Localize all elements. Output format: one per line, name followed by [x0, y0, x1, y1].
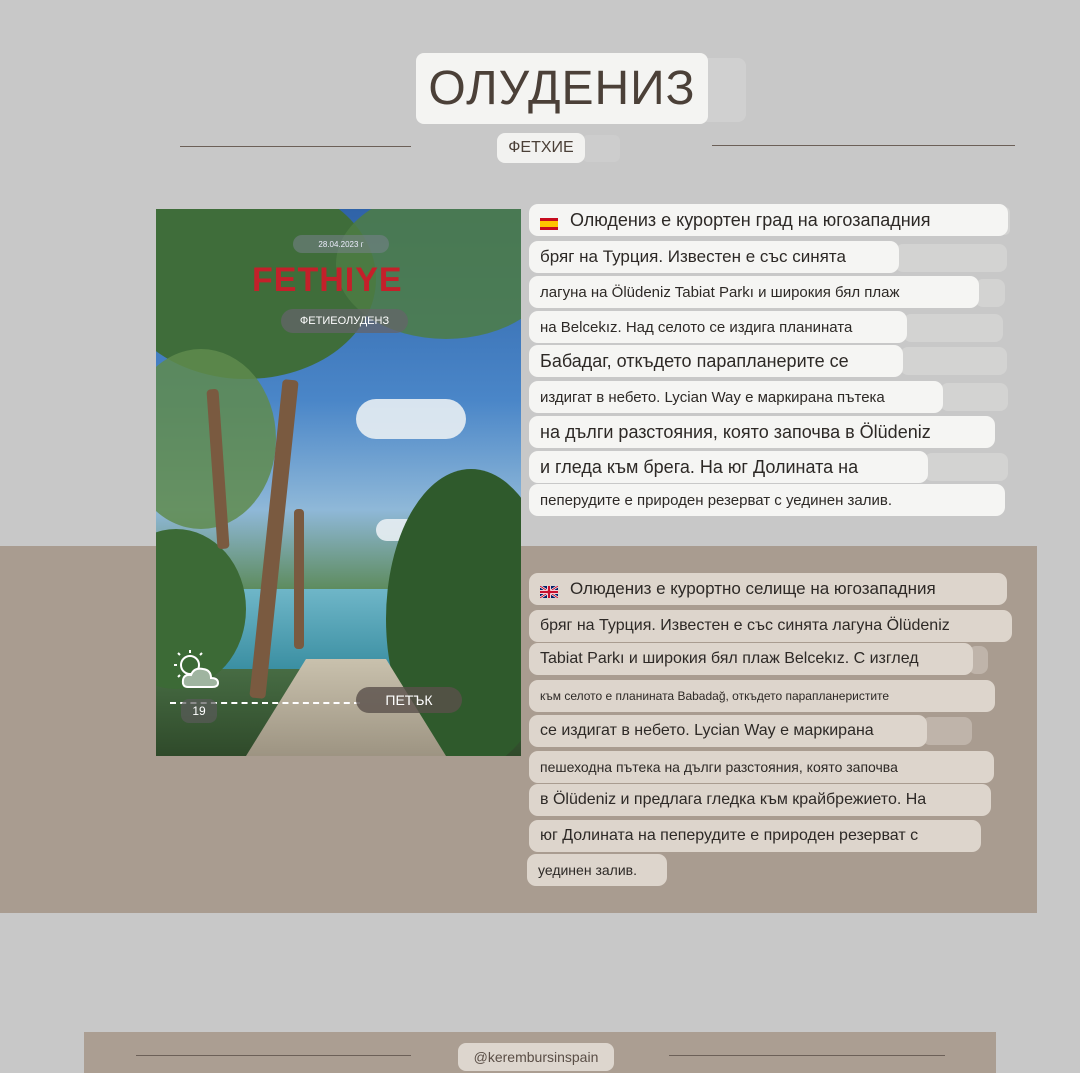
text-line: уединен залив.: [527, 854, 667, 886]
weekday-sticker: ПЕТЪК: [356, 687, 462, 713]
text-line: издигат в небето. Lycian Way е маркирана пътека: [529, 381, 943, 413]
subtitle-shadow: [582, 135, 620, 162]
text-line: Tabiat Parkı и широкия бял плаж Belcekız. С изглед: [529, 643, 973, 675]
text-line: [529, 573, 1007, 605]
text-line: юг Долината на пеперудите е природен резерват с: [529, 820, 981, 852]
footer-rule-right: [669, 1055, 945, 1056]
page-subtitle: ФЕТХИЕ: [497, 133, 585, 163]
page-title: ОЛУДЕНИЗ: [416, 53, 708, 124]
footer-rule-left: [136, 1055, 411, 1056]
pill-shadow: [900, 347, 1007, 375]
sky-cloud: [356, 399, 466, 439]
cloud-sun-icon: [172, 649, 222, 698]
text-line: бряг на Турция. Известен е със синята: [529, 241, 899, 273]
text-line: се издигат в небето. Lycian Way е маркирана: [529, 715, 927, 747]
text-line: в Ölüdeniz и предлага гледка към крайбрежието. На: [529, 784, 991, 816]
pill-shadow: [903, 314, 1003, 342]
text-line: [529, 204, 1008, 236]
text-line: Бабадаг, откъдето парапланерите се: [529, 345, 903, 377]
pill-shadow: [975, 279, 1005, 307]
text-line: лагуна на Ölüdeniz Tabiat Parkı и широкия бял плаж: [529, 276, 979, 308]
pill-shadow: [924, 453, 1008, 481]
tree-trunk: [294, 509, 304, 649]
text-line: на дълги разстояния, която започва в Ölüdeniz: [529, 416, 995, 448]
text-line: на Belcekız. Над селото се издига планината: [529, 311, 907, 343]
temperature-badge: 19: [181, 699, 217, 723]
text-line: пеперудите е природен резерват с уединен залив.: [529, 484, 1005, 516]
text-line: бряг на Турция. Известен е със синята лагуна Ölüdeniz: [529, 610, 1012, 642]
text-line: и гледа към брега. На юг Долината на: [529, 451, 928, 483]
pill-shadow: [940, 383, 1008, 411]
pill-shadow: [895, 244, 1007, 272]
text-line: към селото е планината Babadağ, откъдето парапланеристите: [529, 680, 995, 712]
author-handle[interactable]: @kerembursinspain: [458, 1043, 614, 1071]
title-rule-left: [180, 146, 411, 147]
text-line-content: Олюдениз е курортно селище на югозападния: [570, 579, 936, 598]
spain-flag-icon: [540, 214, 558, 226]
story-photo: [156, 209, 521, 756]
text-line-content: Олюдениз е курортен град на югозападния: [570, 209, 931, 230]
brand-sticker: FETHIYE: [252, 261, 403, 299]
pill-shadow: [922, 717, 972, 745]
uk-flag-icon: [540, 583, 558, 595]
title-rule-right: [712, 145, 1015, 146]
text-line: пешеходна пътека на дълги разстояния, която започва: [529, 751, 994, 783]
location-tag-sticker: ФЕТИЕОЛУДЕНЗ: [281, 309, 408, 333]
date-sticker: 28.04.2023 г: [293, 235, 389, 253]
